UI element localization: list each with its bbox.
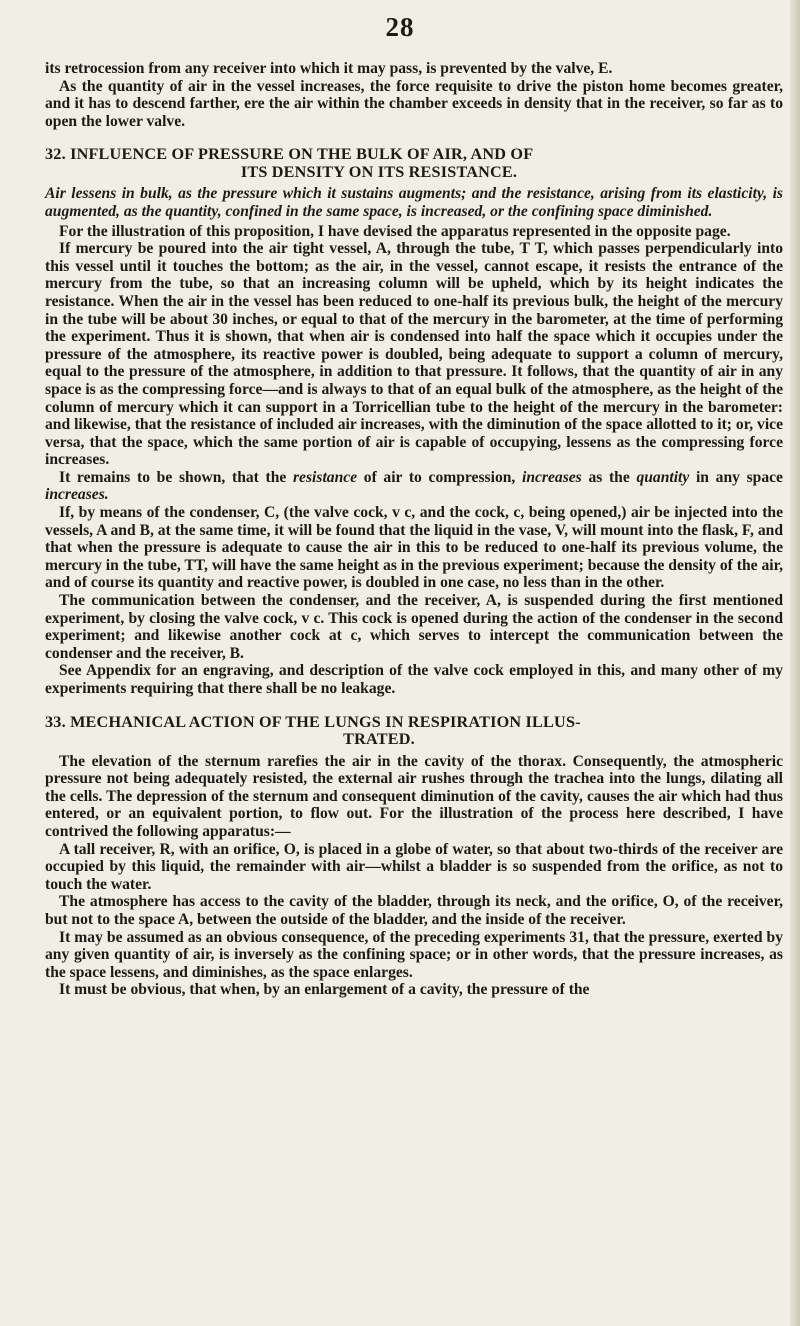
section-32-paragraph-1: For the illustration of this proposition, I have devised the apparatus represented in the opposite page. (59, 222, 731, 240)
paragraph-piston: As the quantity of air in the vessel increases, the force requisite to drive the piston home becomes greater, and it has to descend farther, ere the air within the chamber exceeds in density that in the receiver, so far as to open the lower valve. (45, 77, 783, 130)
section-33-paragraph-5: It must be obvious, that when, by an enlargement of a cavity, the pressure of the (59, 981, 590, 999)
section-32-paragraph-4: If, by means of the condenser, C, (the valve cock, v c, and the cock, c, being opened,) air be injected into the vessels, A and B, at the same time, it will be found that the liquid in the vase, V, will mount into the flask, F, and that when the pressure is adequate to cause the air in this to be reduced to one-half its previous volume, the mercury in the tube, TT, will have the same height as in the previous experiment; because the density of the air, and of course its quantity and reactive power, is doubled in one case, no less than in the other. (45, 504, 783, 592)
section-32-paragraph-5: The communication between the condenser, and the receiver, A, is suspended during the first mentioned experiment, by closing the valve cock, v c. This cock is opened during the action of the condenser in the second experiment; and likewise another cock at c, which serves to intercept the communication between the condenser and the receiver, B. (45, 592, 783, 662)
paragraph-continuation: its retrocession from any receiver into which it may pass, is prevented by the valve, E. (45, 60, 613, 77)
section-32-paragraph-3: It remains to be shown, that the resistance of air to compression, increases as the quantity in any space increases. (45, 468, 783, 504)
section-33-heading-line2: TRATED. (343, 730, 415, 749)
section-33-heading (45, 714, 783, 749)
section-32-paragraph-2: If mercury be poured into the air tight vessel, A, through the tube, T T, which passes perpendicularly into this vessel until it touches the bottom; as the air, in the vessel, cannot escape, it resists the entrance of the mercury from the tube, so that an increasing column will be upheld, which by its height indicates the resistance. When the air in the vessel has been reduced to one-half its previous bulk, the height of the mercury in the tube will be about 30 inches, or equal to that of the mercury in the barometer, at the time of performing the experiment. Thus it is shown, that when air is condensed into half the space which it occupies under the pressure of the atmosphere, its reactive power is doubled, being adequate to support a column of mercury, equal to the pressure of the atmosphere, in addition to that pressure. It follows, that the quantity of air in any space is as the compressing force—and is always to that of an equal bulk of the atmosphere, as the height of the column of mercury which it can support in a Torricellian tube to the height of the mercury in the barometer: and likewise, that the resistance of included air increases, with the diminution of the space allotted to it; or, vice versa, that the space, which the same portion of air is capable of occupying, lessens as the compressing force increases. (45, 240, 783, 469)
section-33-paragraph-2: A tall receiver, R, with an orifice, O, is placed in a globe of water, so that about two-thirds of the receiver are occupied by this liquid, the remainder with air—whilst a bladder is so suspended from the orifice, as not to touch the water. (45, 840, 783, 893)
page-body (45, 60, 783, 999)
section-32-proposition: Air lessens in bulk, as the pressure which it sustains augments; and the resistance, arising from its elasticity, is augmented, as the quantity, confined in the same space, is increased, or the confining space diminished. (45, 185, 783, 220)
section-32-paragraph-6: See Appendix for an engraving, and description of the valve cock employed in this, and many other of my experiments requiring that there shall be no leakage. (45, 662, 783, 697)
section-33-paragraph-4: It may be assumed as an obvious consequence, of the preceding experiments 31, that the pressure, exerted by any given quantity of air, is inversely as the confining space; or in other words, that the pressure increases, as the space lessens, and diminishes, as the space enlarges. (45, 928, 783, 981)
page-number: 28 (385, 12, 415, 42)
page-edge (790, 0, 800, 1326)
section-33-paragraph-1: The elevation of the sternum rarefies the air in the cavity of the thorax. Consequently, the atmospheric pressure not being adequately resisted, the external air rushes through the trachea into the lungs, dilating all the cells. The depression of the sternum and consequent diminution of the cavity, causes the air which had thus entered, or an equivalent portion, to flow out. For the illustration of the process here described, I have contrived the following apparatus:— (45, 752, 783, 840)
section-32-heading (45, 146, 783, 181)
section-33-paragraph-3: The atmosphere has access to the cavity of the bladder, through its neck, and the orifice, O, of the receiver, but not to the space A, between the outside of the bladder, and the inside of the receiver. (45, 893, 783, 928)
section-32-heading-line2: ITS DENSITY ON ITS RESISTANCE. (240, 162, 518, 181)
section-33-heading-line1: 33. MECHANICAL ACTION OF THE LUNGS IN RESPIRATION ILLUS- (45, 712, 581, 731)
section-32-heading-line1: 32. INFLUENCE OF PRESSURE ON THE BULK OF AIR, AND OF (45, 145, 534, 164)
